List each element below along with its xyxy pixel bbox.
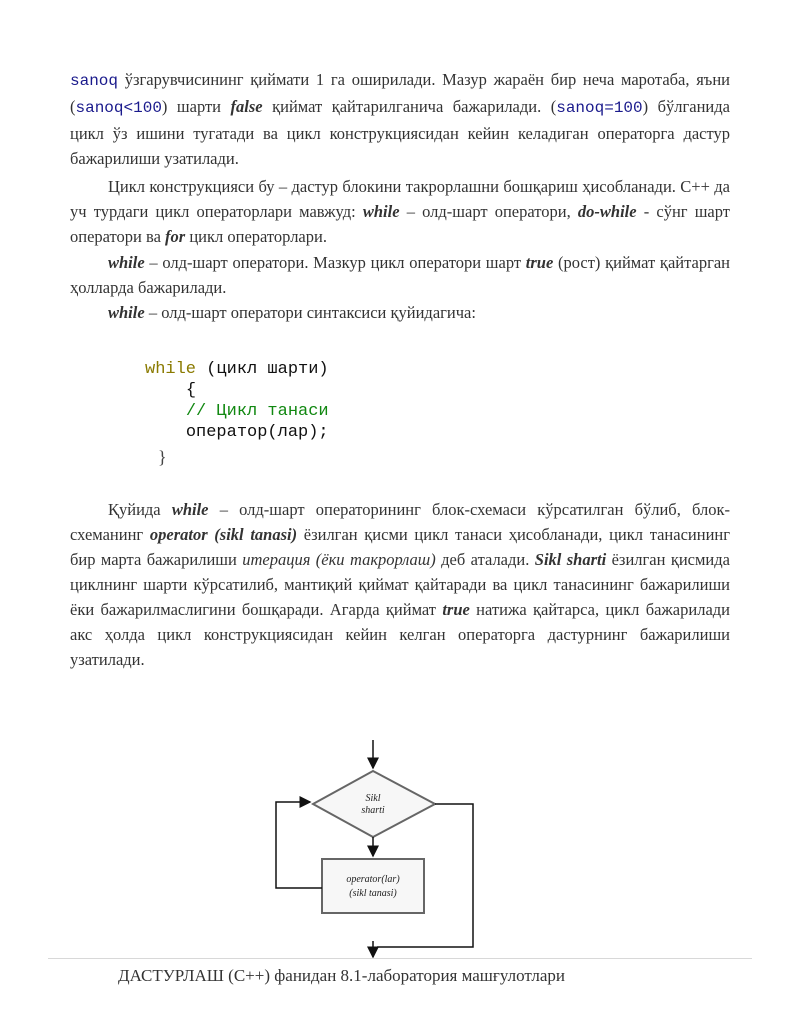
term-sikl-sharti: Sikl sharti	[534, 550, 607, 569]
keyword-true: true	[442, 600, 470, 619]
code-close-brace: }	[158, 447, 167, 467]
code-condition: sanoq<100	[75, 99, 162, 117]
text: ёзилган қисмида циклнинг шарти кўрсатилиб, мантиқий қиймат қайтаради ва цикл танасининг бажарилиши ёки бажарилмаслигини бошқаради. Агарда қиймат	[70, 550, 730, 619]
body-label-line1: operator(lar)	[346, 874, 400, 885]
paragraph-loop-increment	[70, 67, 730, 171]
keyword-while: while	[362, 202, 400, 221]
text: Цикл конструкцияси бу – дастур блокини такрорлашни бошқариш ҳисобланади. С++ да уч турдаги цикл операторлари мавжуд:	[70, 177, 730, 221]
term-iteration: итерация (ёки такрорлаш)	[242, 550, 436, 569]
keyword-true: true	[525, 253, 554, 272]
text: ) бўлганида цикл ўз ишини тугатади ва цикл конструкциясидан кейин келадиган операторга дастур бажарилиши узатилади.	[70, 97, 730, 168]
text: Қуйида	[108, 500, 172, 519]
code-end-condition: sanoq=100	[556, 99, 643, 117]
text: ўзгарувчисининг қиймати 1 га оширилади. Мазур жараён бир неча маротаба, яъни (	[70, 70, 730, 116]
loop-body-box	[322, 859, 424, 913]
keyword-do-while: do-while	[577, 202, 637, 221]
keyword-while: while	[108, 303, 145, 322]
condition-label-line1: Sikl	[365, 793, 381, 804]
term-operator-sikl-tanasi: operator (sikl tanasi)	[149, 525, 298, 544]
paragraph-flowchart-description	[70, 497, 730, 672]
code-comment: // Цикл танаси	[185, 402, 329, 421]
keyword-false: false	[230, 97, 263, 116]
code-keyword-while: while	[145, 360, 197, 379]
keyword-while: while	[108, 253, 145, 272]
paragraph-syntax-intro	[70, 300, 730, 325]
body-label-line2: (sikl tanasi)	[349, 888, 397, 899]
text: - сўнг шарт оператори ва	[70, 202, 730, 246]
text: (рост) қиймат қайтарган ҳолларда бажарилади.	[70, 253, 731, 297]
text: деб аталади.	[435, 550, 535, 569]
code-statement: оператор(лар);	[185, 423, 329, 442]
code-condition: (цикл шарти)	[196, 360, 329, 379]
text: – олд-шарт оператори синтаксиси қуйидагича:	[144, 303, 476, 322]
text: ) шарти	[161, 97, 231, 116]
text: натижа қайтарса, цикл бажарилади акс ҳолда цикл конструкциясидан кейин келган операторга дастурнинг бажарилиши узатилади.	[70, 600, 730, 669]
text: – олд-шарт оператори. Мазкур цикл оператори шарт	[144, 253, 526, 272]
while-flowchart	[260, 735, 480, 960]
code-sanoq: sanoq	[70, 72, 119, 90]
paragraph-while-definition	[70, 250, 730, 300]
text: қиймат қайтарилганича бажарилади. (	[262, 97, 557, 116]
keyword-while: while	[171, 500, 209, 519]
code-open-brace: {	[185, 381, 197, 400]
condition-diamond	[313, 771, 435, 837]
text: ёзилган қисми цикл танаси ҳисобланади, цикл танасининг бир марта бажарилиши	[70, 525, 730, 569]
code-block	[145, 359, 329, 443]
keyword-for: for	[165, 227, 186, 246]
text: – олд-шарт операторининг блок-схемаси кўрсатилган бўлиб, блок-схеманинг	[70, 500, 730, 544]
condition-label-line2: sharti	[361, 805, 385, 816]
footer-divider	[48, 958, 752, 959]
text: цикл операторлари.	[185, 227, 327, 246]
paragraph-loop-types	[70, 174, 730, 249]
page-footer: ДАСТУРЛАШ (C++) фанидан 8.1-лаборатория машғулотлари	[118, 966, 566, 985]
text: – олд-шарт оператори,	[399, 202, 578, 221]
loop-back-arrow	[276, 802, 322, 888]
